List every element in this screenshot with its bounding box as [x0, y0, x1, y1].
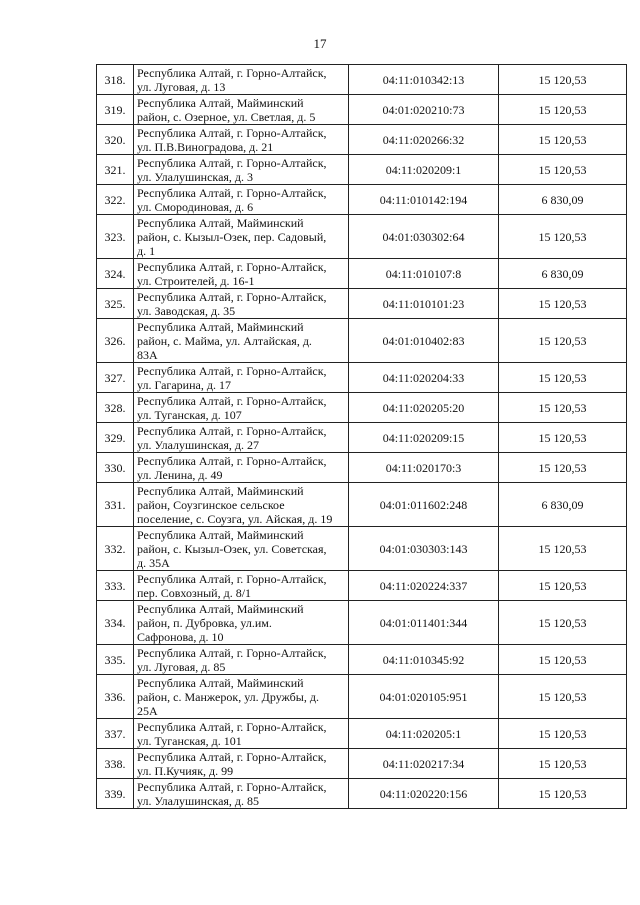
table-row [97, 289, 627, 319]
value-amount: 15 120,53 [499, 601, 627, 645]
table-row [97, 65, 627, 95]
address-cell [134, 185, 349, 215]
address-line: ул. Луговая, д. 13 [137, 79, 226, 94]
cadastral-number: 04:01:011401:344 [349, 601, 499, 645]
address-line: Республика Алтай, Майминский [137, 95, 304, 110]
row-number: 328. [97, 393, 134, 423]
value-amount: 15 120,53 [499, 453, 627, 483]
row-number: 330. [97, 453, 134, 483]
address-line: Республика Алтай, г. Горно-Алтайск, [137, 749, 327, 764]
table-row [97, 719, 627, 749]
address-line: Республика Алтай, Майминский [137, 527, 304, 542]
address-line: ул. Гагарина, д. 17 [137, 377, 231, 392]
address-cell [134, 423, 349, 453]
address-line: Республика Алтай, г. Горно-Алтайск, [137, 289, 327, 304]
cadastral-number: 04:01:020105:951 [349, 675, 499, 719]
address-line: Республика Алтай, Майминский [137, 215, 304, 230]
address-line: д. 1 [137, 243, 156, 258]
cadastral-number: 04:11:020204:33 [349, 363, 499, 393]
address-line: ул. Луговая, д. 85 [137, 659, 226, 674]
cadastral-number: 04:11:020217:34 [349, 749, 499, 779]
address-line: Республика Алтай, г. Горно-Алтайск, [137, 453, 327, 468]
table-row [97, 601, 627, 645]
address-line: ул. Смородиновая, д. 6 [137, 199, 254, 214]
address-line: ул. П.Кучияк, д. 99 [137, 763, 234, 778]
address-cell [134, 363, 349, 393]
table-row [97, 645, 627, 675]
value-amount: 15 120,53 [499, 393, 627, 423]
row-number: 323. [97, 215, 134, 259]
address-line: ул. Туганская, д. 107 [137, 407, 242, 422]
row-number: 326. [97, 319, 134, 363]
cadastral-number: 04:01:030303:143 [349, 527, 499, 571]
table-row [97, 95, 627, 125]
value-amount: 15 120,53 [499, 779, 627, 809]
address-line: пер. Совхозный, д. 8/1 [137, 585, 252, 600]
value-amount: 15 120,53 [499, 215, 627, 259]
value-amount: 15 120,53 [499, 289, 627, 319]
cadastral-number: 04:11:020205:1 [349, 719, 499, 749]
address-cell [134, 65, 349, 95]
property-table-body [97, 65, 627, 809]
value-amount: 15 120,53 [499, 125, 627, 155]
table-row [97, 779, 627, 809]
address-line: 83А [137, 347, 158, 362]
address-line: ул. Заводская, д. 35 [137, 303, 236, 318]
cadastral-number: 04:11:010107:8 [349, 259, 499, 289]
address-cell [134, 95, 349, 125]
address-cell [134, 393, 349, 423]
address-cell [134, 215, 349, 259]
cadastral-number: 04:11:020209:1 [349, 155, 499, 185]
row-number: 319. [97, 95, 134, 125]
address-cell [134, 645, 349, 675]
address-line: ул. Улалушинская, д. 27 [137, 437, 260, 452]
row-number: 331. [97, 483, 134, 527]
cadastral-number: 04:01:020210:73 [349, 95, 499, 125]
value-amount: 15 120,53 [499, 363, 627, 393]
table-row [97, 483, 627, 527]
table-row [97, 319, 627, 363]
table-row [97, 215, 627, 259]
cadastral-number: 04:11:020170:3 [349, 453, 499, 483]
address-line: ул. П.В.Виноградова, д. 21 [137, 139, 274, 154]
address-line: ул. Улалушинская, д. 85 [137, 793, 260, 808]
table-row [97, 393, 627, 423]
address-line: Республика Алтай, г. Горно-Алтайск, [137, 185, 327, 200]
address-cell [134, 453, 349, 483]
table-row [97, 675, 627, 719]
address-line: район, с. Манжерок, ул. Дружбы, д. [137, 689, 319, 704]
cadastral-number: 04:11:020224:337 [349, 571, 499, 601]
address-line: Республика Алтай, Майминский [137, 675, 304, 690]
cadastral-number: 04:11:020209:15 [349, 423, 499, 453]
address-line: Республика Алтай, Майминский [137, 601, 304, 616]
row-number: 339. [97, 779, 134, 809]
table-row [97, 185, 627, 215]
address-cell [134, 779, 349, 809]
address-line: д. 35А [137, 555, 170, 570]
value-amount: 15 120,53 [499, 749, 627, 779]
row-number: 335. [97, 645, 134, 675]
address-line: район, Соузгинское сельское [137, 497, 285, 512]
property-table [96, 64, 627, 809]
address-line: Республика Алтай, г. Горно-Алтайск, [137, 65, 327, 80]
address-line: Республика Алтай, г. Горно-Алтайск, [137, 259, 327, 274]
address-cell [134, 571, 349, 601]
address-line: поселение, с. Соузга, ул. Айская, д. 19 [137, 511, 333, 526]
address-cell [134, 319, 349, 363]
address-line: Республика Алтай, г. Горно-Алтайск, [137, 719, 327, 734]
table-row [97, 155, 627, 185]
value-amount: 15 120,53 [499, 675, 627, 719]
address-line: Республика Алтай, Майминский [137, 319, 304, 334]
value-amount: 15 120,53 [499, 645, 627, 675]
row-number: 322. [97, 185, 134, 215]
cadastral-number: 04:11:020266:32 [349, 125, 499, 155]
table-row [97, 259, 627, 289]
address-cell [134, 527, 349, 571]
address-line: Республика Алтай, г. Горно-Алтайск, [137, 645, 327, 660]
row-number: 325. [97, 289, 134, 319]
address-line: район, с. Озерное, ул. Светлая, д. 5 [137, 109, 316, 124]
row-number: 333. [97, 571, 134, 601]
address-line: район, п. Дубровка, ул.им. [137, 615, 272, 630]
address-cell [134, 125, 349, 155]
address-line: район, с. Кызыл-Озек, пер. Садовый, [137, 229, 327, 244]
value-amount: 15 120,53 [499, 423, 627, 453]
address-line: район, с. Майма, ул. Алтайская, д. [137, 333, 312, 348]
cadastral-number: 04:11:010345:92 [349, 645, 499, 675]
row-number: 321. [97, 155, 134, 185]
address-cell [134, 289, 349, 319]
table-row [97, 125, 627, 155]
row-number: 329. [97, 423, 134, 453]
page-number: 17 [313, 36, 327, 51]
cadastral-number: 04:01:010402:83 [349, 319, 499, 363]
row-number: 337. [97, 719, 134, 749]
value-amount: 15 120,53 [499, 719, 627, 749]
value-amount: 6 830,09 [499, 483, 627, 527]
address-line: Республика Алтай, г. Горно-Алтайск, [137, 423, 327, 438]
cadastral-number: 04:11:010342:13 [349, 65, 499, 95]
value-amount: 15 120,53 [499, 155, 627, 185]
cadastral-number: 04:01:030302:64 [349, 215, 499, 259]
address-cell [134, 749, 349, 779]
cadastral-number: 04:11:020205:20 [349, 393, 499, 423]
value-amount: 6 830,09 [499, 185, 627, 215]
address-line: ул. Ленина, д. 49 [137, 467, 223, 482]
row-number: 324. [97, 259, 134, 289]
address-line: Республика Алтай, г. Горно-Алтайск, [137, 155, 327, 170]
row-number: 338. [97, 749, 134, 779]
address-line: Республика Алтай, Майминский [137, 483, 304, 498]
row-number: 334. [97, 601, 134, 645]
address-line: ул. Строителей, д. 16-1 [137, 273, 255, 288]
value-amount: 15 120,53 [499, 571, 627, 601]
address-line: Республика Алтай, г. Горно-Алтайск, [137, 779, 327, 794]
table-row [97, 571, 627, 601]
address-cell [134, 675, 349, 719]
value-amount: 15 120,53 [499, 527, 627, 571]
value-amount: 15 120,53 [499, 319, 627, 363]
address-line: Республика Алтай, г. Горно-Алтайск, [137, 393, 327, 408]
address-line: ул. Туганская, д. 101 [137, 733, 242, 748]
row-number: 327. [97, 363, 134, 393]
cadastral-number: 04:11:010101:23 [349, 289, 499, 319]
address-cell [134, 483, 349, 527]
cadastral-number: 04:11:020220:156 [349, 779, 499, 809]
row-number: 336. [97, 675, 134, 719]
row-number: 320. [97, 125, 134, 155]
address-line: Сафронова, д. 10 [137, 629, 224, 644]
value-amount: 15 120,53 [499, 95, 627, 125]
table-row [97, 453, 627, 483]
address-line: 25А [137, 703, 158, 718]
address-line: Республика Алтай, г. Горно-Алтайск, [137, 571, 327, 586]
value-amount: 6 830,09 [499, 259, 627, 289]
address-line: Республика Алтай, г. Горно-Алтайск, [137, 363, 327, 378]
address-cell [134, 155, 349, 185]
address-cell [134, 601, 349, 645]
row-number: 318. [97, 65, 134, 95]
address-cell [134, 719, 349, 749]
address-line: район, с. Кызыл-Озек, ул. Советская, [137, 541, 327, 556]
address-line: ул. Улалушинская, д. 3 [137, 169, 254, 184]
address-line: Республика Алтай, г. Горно-Алтайск, [137, 125, 327, 140]
cadastral-number: 04:01:011602:248 [349, 483, 499, 527]
row-number: 332. [97, 527, 134, 571]
table-row [97, 423, 627, 453]
table-row [97, 527, 627, 571]
table-row [97, 749, 627, 779]
address-cell [134, 259, 349, 289]
value-amount: 15 120,53 [499, 65, 627, 95]
table-row [97, 363, 627, 393]
cadastral-number: 04:11:010142:194 [349, 185, 499, 215]
